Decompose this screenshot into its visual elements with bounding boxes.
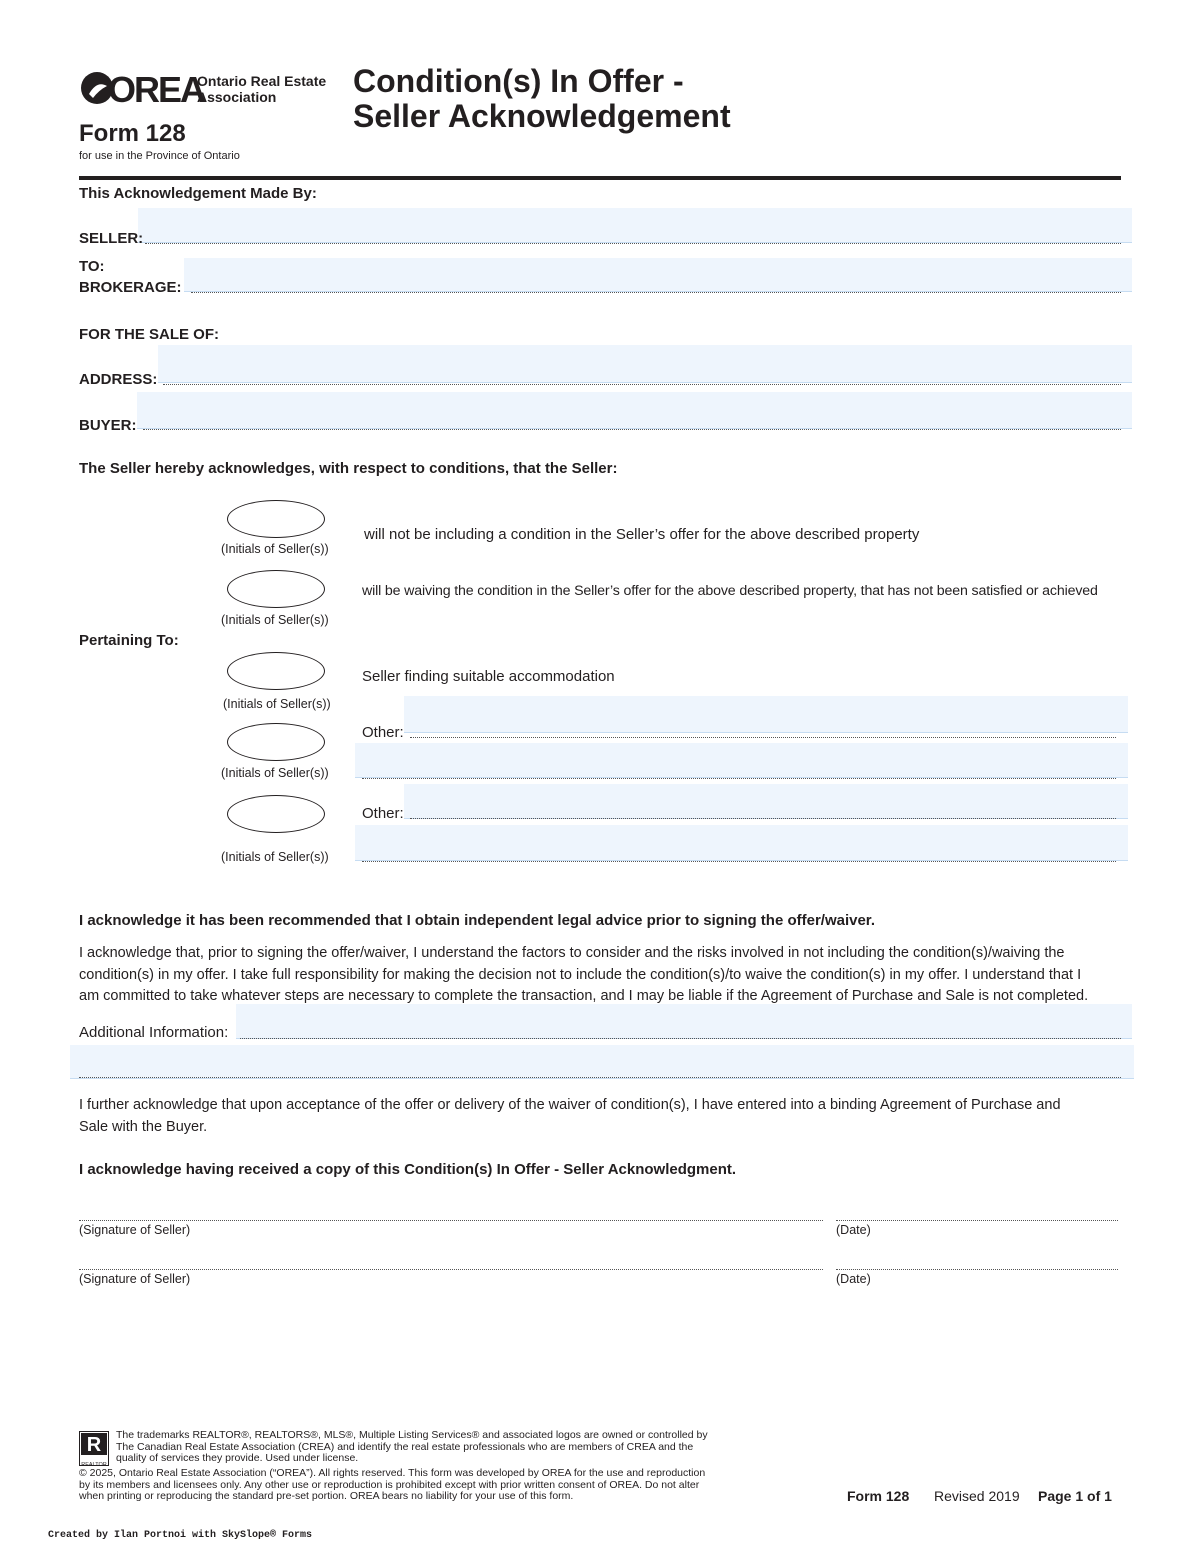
form-number: Form 128 [79, 120, 186, 147]
pertaining-label: Pertaining To: [79, 632, 179, 649]
logo-text: OREA [108, 69, 205, 110]
option-waiving: will be waiving the condition in the Seller’s offer for the above described property, that has not been satisfied or achieved [362, 583, 1098, 599]
title-line2: Seller Acknowledgement [353, 98, 731, 134]
orea-logo [79, 68, 205, 110]
date-caption-2: (Date) [836, 1272, 871, 1286]
date-caption-1: (Date) [836, 1223, 871, 1237]
created-by-note: Created by Ilan Portnoi with SkySlope® Forms [48, 1530, 313, 1541]
header-rule [79, 176, 1121, 180]
acknowledgement-intro: The Seller hereby acknowledges, with respect to conditions, that the Seller: [79, 460, 618, 477]
province-note: for use in the Province of Ontario [79, 150, 240, 162]
other1-continued-line [362, 778, 1116, 779]
trademark-line2: The Canadian Real Estate Association (CREA) and identify the real estate professionals who are members of CREA and the [116, 1440, 694, 1453]
further-paragraph [79, 1095, 1121, 1138]
advice-heading: I acknowledge it has been recommended that I obtain independent legal advice prior to signing the offer/waiver. [79, 912, 875, 929]
brokerage-field[interactable] [184, 258, 1132, 292]
seller-label: SELLER: [79, 230, 144, 247]
seller-field[interactable] [138, 208, 1132, 243]
initials-caption-4: (Initials of Seller(s)) [221, 766, 329, 780]
additional-info-line [240, 1038, 1121, 1039]
date-line-2[interactable] [836, 1269, 1118, 1270]
initials-oval-4[interactable] [227, 723, 325, 761]
realtor-mark: REALTOR [81, 1462, 107, 1468]
further-line2: Sale with the Buyer. [79, 1118, 208, 1135]
para-line2: condition(s) in my offer. I take full responsibility for making the decision not to include the condition(s)/to waive the condition(s) in my offer. I understand that I [79, 966, 1082, 983]
org-name [197, 73, 347, 105]
brokerage-line [191, 292, 1121, 293]
date-line-1[interactable] [836, 1220, 1118, 1221]
initials-caption-3: (Initials of Seller(s)) [223, 697, 331, 711]
buyer-label: BUYER: [79, 417, 137, 434]
initials-oval-1[interactable] [227, 500, 325, 538]
realtor-logo [79, 1431, 109, 1466]
buyer-field[interactable] [137, 392, 1132, 429]
address-label: ADDRESS: [79, 371, 158, 388]
para-line1: I acknowledge that, prior to signing the offer/waiver, I understand the factors to consider and the risks involved in not including the condition(s)/waiving the [79, 945, 1065, 961]
trademark-line3: quality of services they provide. Used under license. [116, 1452, 359, 1464]
trademark-line1: The trademarks REALTOR®, REALTORS®, MLS®, Multiple Listing Services® and associated logos are owned or controlled by [116, 1429, 708, 1441]
other1-line [410, 737, 1116, 738]
other2-continued-line [362, 861, 1116, 862]
copyright-line2: by its members and licensees only. Any other use or reproduction is prohibited except with prior written consent of OREA. Do not alter [79, 1478, 700, 1491]
other2-line [410, 818, 1116, 819]
other2-label: Other: [362, 805, 404, 822]
signature-caption-2: (Signature of Seller) [79, 1272, 191, 1286]
other1-field[interactable] [404, 696, 1128, 733]
brokerage-label: BROKERAGE: [79, 279, 182, 296]
made-by-label: This Acknowledgement Made By: [79, 185, 317, 202]
initials-caption-5: (Initials of Seller(s)) [221, 850, 329, 864]
address-line [163, 384, 1121, 385]
additional-info-field[interactable] [236, 1004, 1132, 1039]
acknowledgement-paragraph [79, 943, 1121, 1008]
footer-page-number: Page 1 of 1 [1038, 1488, 1112, 1504]
footer-revised: Revised 2019 [934, 1488, 1020, 1504]
signature-line-2[interactable] [79, 1269, 823, 1270]
initials-oval-5[interactable] [227, 795, 325, 833]
other1-label: Other: [362, 724, 404, 741]
buyer-line [143, 429, 1121, 430]
additional-info-label: Additional Information: [79, 1024, 229, 1041]
footer-form-number: Form 128 [847, 1488, 910, 1504]
to-label: TO: [79, 258, 105, 275]
copyright-line3: when printing or reproducing the standard pre-set portion. OREA bears no liability for your use of this form. [79, 1490, 574, 1502]
realtor-r-icon [80, 1432, 108, 1456]
for-sale-label: FOR THE SALE OF: [79, 326, 219, 343]
initials-caption-2: (Initials of Seller(s)) [221, 613, 329, 627]
additional-info-continued-line [79, 1077, 1121, 1078]
copyright-line1: © 2025, Ontario Real Estate Association (“OREA”). All rights reserved. This form was developed by OREA for the use and reproduction [79, 1467, 706, 1479]
initials-oval-2[interactable] [227, 570, 325, 608]
pertain-accommodation: Seller finding suitable accommodation [362, 668, 615, 685]
org-name-line2: Association [197, 89, 277, 105]
additional-info-continued-field[interactable] [70, 1045, 1134, 1079]
trademark-notice [116, 1430, 708, 1465]
other1-continued-field[interactable] [355, 743, 1128, 778]
address-field[interactable] [158, 345, 1132, 383]
seller-line [145, 243, 1121, 244]
title-line1: Condition(s) In Offer - [353, 63, 684, 99]
other2-field[interactable] [404, 784, 1128, 819]
signature-caption-1: (Signature of Seller) [79, 1223, 191, 1237]
svg-text:R: R [86, 1434, 102, 1456]
option-not-including: will not be including a condition in the Seller’s offer for the above described property [364, 526, 920, 543]
page-title [353, 64, 873, 134]
initials-caption-1: (Initials of Seller(s)) [221, 542, 329, 556]
org-name-line1: Ontario Real Estate [197, 73, 327, 89]
copyright-notice [79, 1468, 705, 1503]
copy-heading: I acknowledge having received a copy of this Condition(s) In Offer - Seller Acknowledgment. [79, 1161, 737, 1178]
signature-line-1[interactable] [79, 1220, 823, 1221]
further-line1: I further acknowledge that upon acceptance of the offer or delivery of the waiver of condition(s), I have entered into a binding Agreement of Purchase and [79, 1097, 1061, 1113]
other2-continued-field[interactable] [355, 825, 1128, 861]
initials-oval-3[interactable] [227, 652, 325, 690]
para-line3: am committed to take whatever steps are necessary to complete the transaction, and I may be liable if the Agreement of Purchase and Sale is not completed. [79, 988, 1089, 1004]
